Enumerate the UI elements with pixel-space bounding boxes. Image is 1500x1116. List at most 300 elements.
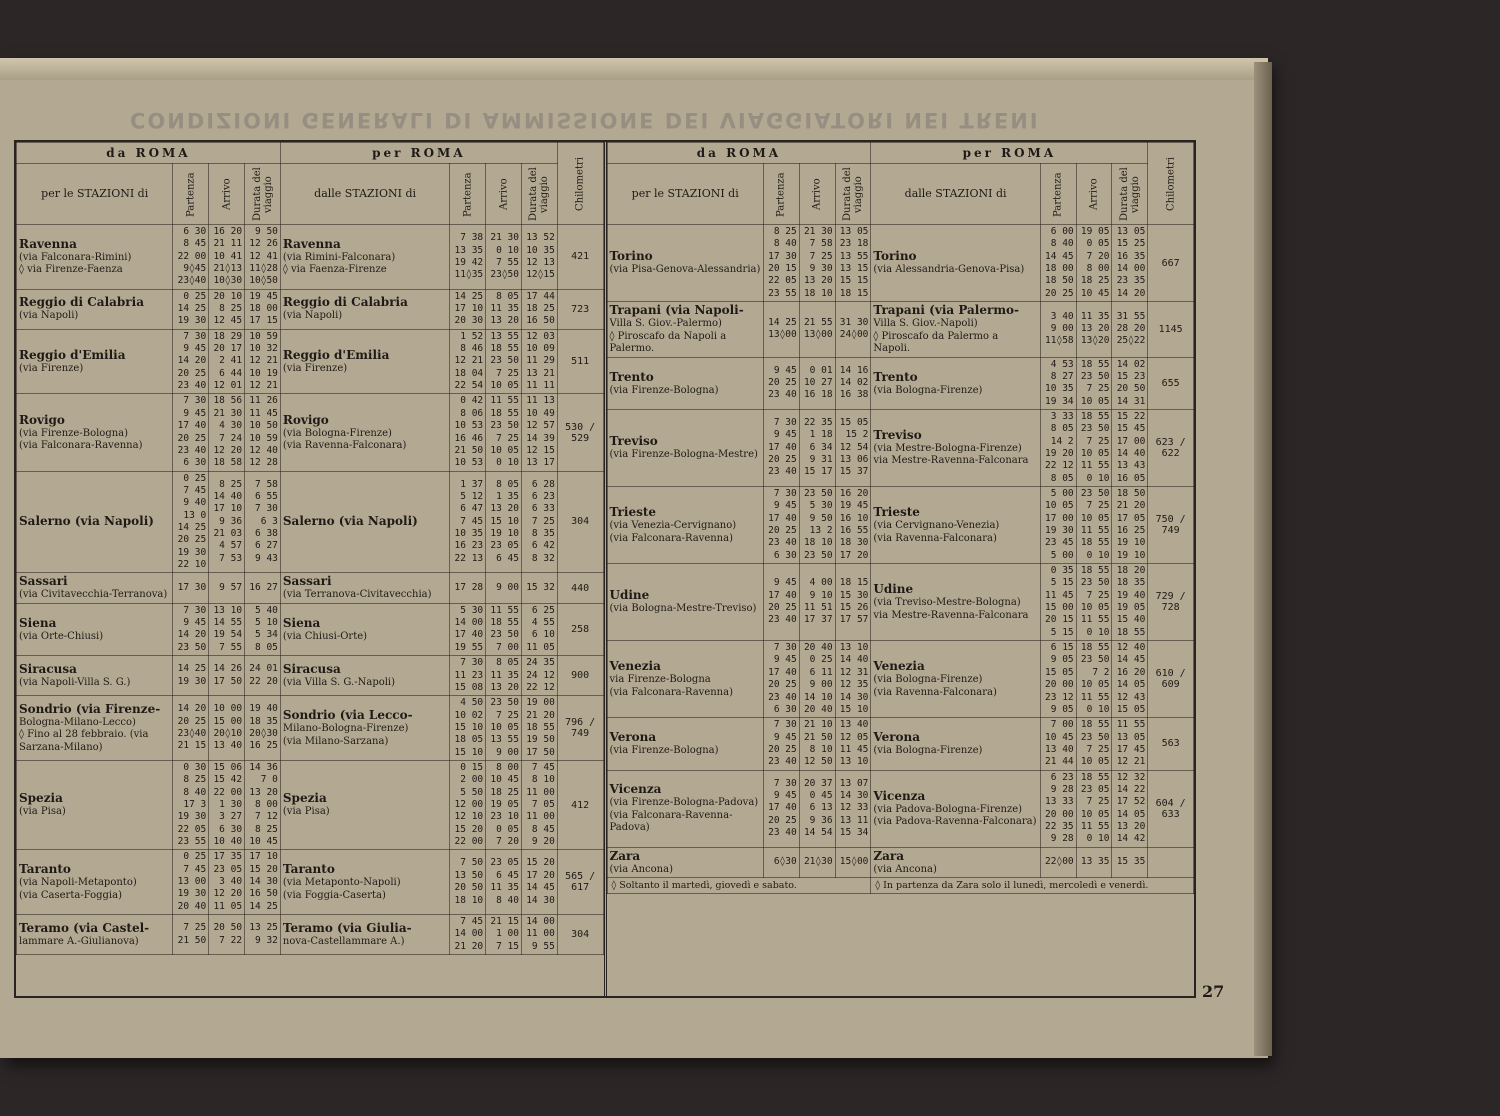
station-route: Bologna-Milano-Lecco) bbox=[19, 716, 136, 728]
return-arrival-times: 18 55 23 50 7 25 10 05 11 55 0 10 bbox=[1076, 564, 1112, 641]
return-duration-times: 14 02 15 23 20 50 14 31 bbox=[1112, 357, 1148, 409]
arrival-times: 18 56 21 30 4 30 7 24 12 20 18 58 bbox=[209, 394, 245, 471]
return-duration-times: 15 35 bbox=[1112, 847, 1148, 878]
distance-km: 623 / 622 bbox=[1148, 409, 1194, 486]
duration-times: 19 40 18 35 20◊30 16 25 bbox=[245, 696, 281, 761]
station-route: via Firenze-Bologna bbox=[609, 674, 711, 686]
station-route-alt: ◊ Piroscafo da Napoli a Palermo. bbox=[609, 330, 727, 355]
table-row bbox=[607, 564, 1194, 641]
station-cell bbox=[17, 656, 173, 696]
station-route: (via Bologna-Mestre-Treviso) bbox=[609, 603, 757, 615]
duration-times: 19 45 18 00 17 15 bbox=[245, 289, 281, 329]
station-name: Taranto bbox=[19, 862, 71, 877]
return-duration-times: 31 55 28 20 25◊22 bbox=[1112, 302, 1148, 358]
return-station-route-alt: ◊ Piroscafo da Palermo a Napoli. bbox=[873, 330, 999, 355]
return-departure-times: 7 30 11 23 15 08 bbox=[450, 656, 486, 696]
return-station-cell bbox=[280, 850, 449, 915]
arrival-times: 9 57 bbox=[209, 573, 245, 604]
duration-times: 9 50 12 26 12 41 11◊28 10◊50 bbox=[245, 225, 281, 290]
return-station-route-alt: (via Ravenna-Falconara) bbox=[282, 440, 407, 451]
return-departure-times: 7 50 13 50 20 50 18 10 bbox=[450, 850, 486, 915]
return-departure-times: 1 37 5 12 6 47 7 45 10 35 16 23 22 13 bbox=[450, 471, 486, 573]
arrival-times: 20 37 0 45 6 13 9 36 14 54 bbox=[799, 770, 835, 847]
departure-times: 7 30 9 45 17 40 20 25 23 40 6 30 bbox=[763, 641, 799, 718]
return-station-route: (via Chiusi-Orte) bbox=[282, 630, 368, 642]
return-arrival-times: 18 55 23 50 7 25 10 05 11 55 0 10 bbox=[1076, 409, 1112, 486]
station-name: Siena bbox=[19, 615, 57, 630]
distance-km: 796 / 749 bbox=[557, 696, 603, 761]
return-departure-times: 6 15 9 05 15 05 20 00 23 12 9 05 bbox=[1040, 641, 1076, 718]
return-station-route: (via Bologna-Firenze) bbox=[873, 674, 983, 686]
departure-times: 7 30 9 45 14 20 20 25 23 40 bbox=[173, 329, 209, 394]
return-duration-times: 19 00 21 20 18 55 19 50 17 50 bbox=[521, 696, 557, 761]
return-departure-times: 22◊00 bbox=[1040, 847, 1076, 878]
arrival-times: 21◊30 bbox=[799, 847, 835, 878]
distance-km: 900 bbox=[557, 656, 603, 696]
return-station-route: Milano-Bologna-Firenze) bbox=[282, 723, 409, 735]
departure-times: 14 20 20 25 23◊40 21 15 bbox=[173, 696, 209, 761]
arrival-times: 8 25 14 40 17 10 9 36 21 03 4 57 7 53 bbox=[209, 471, 245, 573]
station-cell bbox=[17, 394, 173, 471]
table-row bbox=[607, 225, 1194, 302]
duration-times: 13 07 14 30 12 33 13 11 15 34 bbox=[835, 770, 871, 847]
distance-km: 750 / 749 bbox=[1148, 487, 1194, 564]
return-arrival-times: 13 55 18 55 23 50 7 25 10 05 bbox=[486, 329, 522, 394]
table-row bbox=[607, 641, 1194, 718]
return-station-name: Udine bbox=[873, 582, 914, 597]
group-from-rome: da ROMA bbox=[607, 143, 871, 164]
station-name: Spezia bbox=[19, 791, 63, 806]
departure-times: 14 25 13◊00 bbox=[763, 302, 799, 358]
col-departure: Partenza bbox=[763, 164, 799, 225]
station-name: Reggio d'Emilia bbox=[19, 347, 126, 362]
arrival-times: 21 55 13◊00 bbox=[799, 302, 835, 358]
departure-times: 6 30 8 45 22 00 9◊45 23◊40 bbox=[173, 225, 209, 290]
duration-times: 14 36 7 0 13 20 8 00 7 12 8 25 10 45 bbox=[245, 760, 281, 849]
table-row bbox=[17, 915, 604, 955]
arrival-times: 4 00 9 10 11 51 17 37 bbox=[799, 564, 835, 641]
station-name: Udine bbox=[609, 588, 650, 603]
station-cell bbox=[607, 564, 763, 641]
return-station-route: (via Ancona) bbox=[873, 863, 937, 875]
return-arrival-times: 18 55 23 50 7 25 10 05 bbox=[1076, 357, 1112, 409]
return-station-cell bbox=[871, 302, 1040, 358]
station-route: (via Falconara-Rimini) bbox=[19, 251, 132, 263]
return-station-route: (via Napoli) bbox=[282, 310, 343, 322]
station-route: (via Firenze-Bologna) bbox=[19, 427, 129, 439]
return-arrival-times: 21 30 0 10 7 55 23◊50 bbox=[486, 225, 522, 290]
return-station-route-alt: (via Ravenna-Falconara) bbox=[873, 532, 997, 544]
return-arrival-times: 8 05 1 35 13 20 15 10 19 10 23 05 6 45 bbox=[486, 471, 522, 573]
return-arrival-times: 21 15 1 00 7 15 bbox=[486, 915, 522, 955]
return-station-route: (via Bologna-Firenze) bbox=[282, 427, 392, 439]
return-arrival-times: 9 00 bbox=[486, 573, 522, 604]
return-duration-times: 11 55 13 05 17 45 12 21 bbox=[1112, 718, 1148, 770]
return-arrival-times: 8 05 11 35 13 20 bbox=[486, 656, 522, 696]
return-station-cell bbox=[280, 329, 449, 394]
page-top-edge bbox=[0, 58, 1268, 80]
return-station-name: Torino bbox=[873, 249, 917, 264]
station-route: (via Napoli-Villa S. G.) bbox=[19, 676, 131, 688]
table-row bbox=[607, 718, 1194, 770]
return-departure-times: 1 52 8 46 12 21 18 04 22 54 bbox=[450, 329, 486, 394]
distance-km: 655 bbox=[1148, 357, 1194, 409]
station-name: Sassari bbox=[19, 574, 68, 589]
duration-times: 18 15 15 30 15 26 17 57 bbox=[835, 564, 871, 641]
return-arrival-times: 23 50 7 25 10 05 13 55 9 00 bbox=[486, 696, 522, 761]
return-arrival-times: 11 55 18 55 23 50 7 00 bbox=[486, 603, 522, 655]
return-arrival-times: 23 50 7 25 10 05 11 55 18 55 0 10 bbox=[1076, 487, 1112, 564]
return-station-route-alt: via Mestre-Ravenna-Falconara bbox=[873, 609, 1029, 621]
return-station-cell bbox=[871, 357, 1040, 409]
distance-km: 511 bbox=[557, 329, 603, 394]
return-station-cell bbox=[871, 225, 1040, 302]
right-table bbox=[607, 142, 1195, 894]
return-station-route-alt: (via Milano-Sarzana) bbox=[282, 735, 389, 747]
footnote-right: ◊ In partenza da Zara solo il lunedì, mercoledì e venerdì. bbox=[871, 878, 1194, 894]
return-station-name: Sassari bbox=[282, 574, 332, 589]
return-station-cell bbox=[280, 696, 449, 761]
return-station-cell bbox=[871, 409, 1040, 486]
return-departure-times: 7 00 10 45 13 40 21 44 bbox=[1040, 718, 1076, 770]
return-duration-times: 11 13 10 49 12 57 14 39 12 15 13 17 bbox=[521, 394, 557, 471]
col-station-to: per le STAZIONI di bbox=[607, 164, 763, 225]
departure-times: 8 25 8 40 17 30 20 15 22 05 23 55 bbox=[763, 225, 799, 302]
return-departure-times: 3 40 9 00 11◊58 bbox=[1040, 302, 1076, 358]
return-station-cell bbox=[280, 289, 449, 329]
departure-times: 6◊30 bbox=[763, 847, 799, 878]
table-row bbox=[607, 302, 1194, 358]
col-station-from: dalle STAZIONI di bbox=[280, 164, 449, 225]
return-station-route: (via Pisa) bbox=[282, 806, 330, 818]
return-station-name: Verona bbox=[873, 730, 921, 745]
station-cell bbox=[17, 289, 173, 329]
return-station-cell bbox=[871, 718, 1040, 770]
table-row bbox=[17, 573, 604, 604]
duration-times: 13 40 12 05 11 45 13 10 bbox=[835, 718, 871, 770]
departure-times: 0 25 7 45 9 40 13 0 14 25 20 25 19 30 22 10 bbox=[173, 471, 209, 573]
return-departure-times: 7 45 14 00 21 20 bbox=[450, 915, 486, 955]
return-station-route: Villa S. Giov.-Napoli) bbox=[873, 318, 978, 330]
distance-km: 565 / 617 bbox=[557, 850, 603, 915]
return-station-name: Venezia bbox=[873, 659, 925, 674]
return-departure-times: 3 33 8 05 14 2 19 20 22 12 8 05 bbox=[1040, 409, 1076, 486]
station-cell bbox=[17, 696, 173, 761]
return-departure-times: 6 00 8 40 14 45 18 00 18 50 20 25 bbox=[1040, 225, 1076, 302]
return-station-cell bbox=[280, 656, 449, 696]
table-row bbox=[17, 603, 604, 655]
return-duration-times: 14 00 11 00 9 55 bbox=[521, 915, 557, 955]
return-duration-times: 24 35 24 12 22 12 bbox=[521, 656, 557, 696]
return-arrival-times: 23 05 6 45 11 35 8 40 bbox=[486, 850, 522, 915]
return-duration-times: 13 05 15 25 16 35 14 00 23 35 14 20 bbox=[1112, 225, 1148, 302]
return-station-cell bbox=[871, 487, 1040, 564]
arrival-times: 14 26 17 50 bbox=[209, 656, 245, 696]
return-station-name: Teramo (via Giulia- bbox=[282, 920, 412, 935]
return-station-name: Taranto bbox=[282, 862, 335, 877]
departure-times: 17 30 bbox=[173, 573, 209, 604]
station-name: Rovigo bbox=[19, 412, 65, 427]
group-to-rome: per ROMA bbox=[871, 143, 1148, 164]
return-station-route: (via Rimini-Falconara) bbox=[282, 251, 396, 263]
distance-km: 304 bbox=[557, 915, 603, 955]
return-station-name: Treviso bbox=[873, 427, 922, 442]
arrival-times: 10 00 15 00 20◊10 13 40 bbox=[209, 696, 245, 761]
station-cell bbox=[17, 471, 173, 573]
station-cell bbox=[607, 302, 763, 358]
return-arrival-times: 11 35 13 20 13◊20 bbox=[1076, 302, 1112, 358]
duration-times: 24 01 22 20 bbox=[245, 656, 281, 696]
distance-km: 530 / 529 bbox=[557, 394, 603, 471]
col-duration: Durata del viaggio bbox=[835, 164, 871, 225]
arrival-times: 18 29 20 17 2 41 6 44 12 01 bbox=[209, 329, 245, 394]
station-route: (via Napoli) bbox=[19, 310, 79, 322]
departure-times: 7 30 9 45 14 20 23 50 bbox=[173, 603, 209, 655]
station-cell bbox=[17, 760, 173, 849]
return-station-route: (via Terranova-Civitavecchia) bbox=[282, 589, 432, 601]
station-route-alt: (via Falconara-Ravenna-Padova) bbox=[609, 809, 733, 834]
table-row bbox=[17, 760, 604, 849]
departure-times: 7 30 9 45 17 40 20 25 23 40 bbox=[763, 770, 799, 847]
distance-km bbox=[1148, 847, 1194, 878]
return-arrival-times: 18 55 23 50 7 2 10 05 11 55 0 10 bbox=[1076, 641, 1112, 718]
return-arrival-times: 8 00 10 45 18 25 19 05 23 10 0 05 7 20 bbox=[486, 760, 522, 849]
return-station-name: Reggio d'Emilia bbox=[282, 347, 390, 362]
return-station-name: Reggio di Calabria bbox=[282, 295, 408, 310]
arrival-times: 16 20 21 11 10 41 21◊13 10◊30 bbox=[209, 225, 245, 290]
duration-times: 16 20 19 45 16 10 16 55 18 30 17 20 bbox=[835, 487, 871, 564]
arrival-times: 15 06 15 42 22 00 1 30 3 27 6 30 10 40 bbox=[209, 760, 245, 849]
station-name: Verona bbox=[609, 730, 657, 745]
station-cell bbox=[607, 641, 763, 718]
return-station-route: nova-Castellammare A.) bbox=[282, 935, 405, 947]
return-station-name: Salerno (via Napoli) bbox=[282, 514, 418, 529]
col-arrival: Arrivo bbox=[209, 164, 245, 225]
return-station-route-alt: (via Foggia-Caserta) bbox=[282, 889, 386, 901]
return-arrival-times: 18 55 23 05 7 25 10 05 11 55 0 10 bbox=[1076, 770, 1112, 847]
station-cell bbox=[607, 770, 763, 847]
station-route-alt: (via Falconara-Ravenna) bbox=[609, 686, 733, 698]
col-arrival: Arrivo bbox=[1076, 164, 1112, 225]
return-duration-times: 12 03 10 09 11 29 13 21 11 11 bbox=[521, 329, 557, 394]
col-km: Chilometri bbox=[557, 143, 603, 225]
distance-km: 421 bbox=[557, 225, 603, 290]
departure-times: 0 25 7 45 13 00 19 30 20 40 bbox=[173, 850, 209, 915]
departure-times: 14 25 19 30 bbox=[173, 656, 209, 696]
return-station-cell bbox=[280, 915, 449, 955]
duration-times: 16 27 bbox=[245, 573, 281, 604]
table-row bbox=[17, 289, 604, 329]
station-name: Trento bbox=[609, 369, 654, 384]
distance-km: 440 bbox=[557, 573, 603, 604]
return-station-name: Trieste bbox=[873, 505, 920, 520]
return-departure-times: 5 30 14 00 17 40 19 55 bbox=[450, 603, 486, 655]
return-station-name: Zara bbox=[873, 848, 905, 863]
return-station-route: (via Metaponto-Napoli) bbox=[282, 877, 401, 889]
col-departure: Partenza bbox=[450, 164, 486, 225]
station-route: (via Firenze-Bologna) bbox=[609, 384, 719, 396]
station-cell bbox=[607, 225, 763, 302]
distance-km: 563 bbox=[1148, 718, 1194, 770]
duration-times: 17 10 15 20 14 30 16 50 14 25 bbox=[245, 850, 281, 915]
departure-times: 9 45 17 40 20 25 23 40 bbox=[763, 564, 799, 641]
col-duration: Durata del viaggio bbox=[1112, 164, 1148, 225]
station-route: (via Firenze-Bologna-Padova) bbox=[609, 797, 759, 809]
station-route: (via Pisa) bbox=[19, 806, 66, 818]
station-route: (via Napoli-Metaponto) bbox=[19, 877, 137, 889]
station-route: (via Firenze) bbox=[19, 362, 84, 374]
station-route: (via Firenze-Bologna-Mestre) bbox=[609, 449, 758, 461]
col-station-to: per le STAZIONI di bbox=[17, 164, 173, 225]
return-duration-times: 15 22 15 45 17 00 14 40 13 43 16 05 bbox=[1112, 409, 1148, 486]
return-arrival-times: 19 05 0 05 7 20 8 00 18 25 10 45 bbox=[1076, 225, 1112, 302]
arrival-times: 13 10 14 55 19 54 7 55 bbox=[209, 603, 245, 655]
return-station-cell bbox=[871, 847, 1040, 878]
return-station-cell bbox=[280, 573, 449, 604]
duration-times: 14 16 14 02 16 38 bbox=[835, 357, 871, 409]
table-row bbox=[17, 394, 604, 471]
departure-times: 7 30 9 45 17 40 20 25 23 40 6 30 bbox=[173, 394, 209, 471]
group-to-rome: per ROMA bbox=[280, 143, 557, 164]
return-station-name: Trento bbox=[873, 369, 918, 384]
station-route: (via Venezia-Cervignano) bbox=[609, 520, 737, 532]
distance-km: 304 bbox=[557, 471, 603, 573]
col-departure: Partenza bbox=[173, 164, 209, 225]
station-route: lammare A.-Giulianova) bbox=[19, 935, 139, 947]
return-departure-times: 14 25 17 10 20 30 bbox=[450, 289, 486, 329]
arrival-times: 23 50 5 30 9 50 13 2 18 10 23 50 bbox=[799, 487, 835, 564]
station-route: (via Firenze-Bologna) bbox=[609, 745, 719, 757]
duration-times: 15◊00 bbox=[835, 847, 871, 878]
return-station-name: Siracusa bbox=[282, 661, 341, 676]
station-cell bbox=[17, 915, 173, 955]
col-station-from: dalle STAZIONI di bbox=[871, 164, 1040, 225]
timetable bbox=[14, 140, 1196, 998]
station-cell bbox=[607, 409, 763, 486]
col-km: Chilometri bbox=[1148, 143, 1194, 225]
table-row bbox=[17, 225, 604, 290]
return-station-route: (via Padova-Bologna-Firenze) bbox=[873, 803, 1023, 815]
station-route-alt: ◊ Fino al 28 febbraio. (via Sarzana-Milano) bbox=[19, 729, 149, 753]
return-station-name: Spezia bbox=[282, 791, 327, 806]
return-departure-times: 5 00 10 05 17 00 19 30 23 45 5 00 bbox=[1040, 487, 1076, 564]
return-station-name: Vicenza bbox=[873, 788, 926, 803]
station-route-alt: (via Falconara-Ravenna) bbox=[19, 440, 143, 451]
return-station-route: (via Firenze) bbox=[282, 362, 348, 374]
arrival-times: 21 10 21 50 8 10 12 50 bbox=[799, 718, 835, 770]
departure-times: 7 30 9 45 17 40 20 25 23 40 bbox=[763, 409, 799, 486]
station-cell bbox=[17, 225, 173, 290]
arrival-times: 0 01 10 27 16 18 bbox=[799, 357, 835, 409]
return-station-route-alt: via Mestre-Ravenna-Falconara bbox=[873, 455, 1029, 467]
return-station-route: (via Bologna-Firenze) bbox=[873, 745, 983, 757]
table-row bbox=[607, 770, 1194, 847]
station-route: (via Pisa-Genova-Alessandria) bbox=[609, 264, 761, 276]
distance-km: 729 / 728 bbox=[1148, 564, 1194, 641]
distance-km: 723 bbox=[557, 289, 603, 329]
return-duration-times: 17 44 18 25 16 50 bbox=[521, 289, 557, 329]
return-arrival-times: 13 35 bbox=[1076, 847, 1112, 878]
return-arrival-times: 18 55 23 50 7 25 10 05 bbox=[1076, 718, 1112, 770]
arrival-times: 21 30 7 58 7 25 9 30 13 20 18 10 bbox=[799, 225, 835, 302]
return-departure-times: 0 15 2 00 5 50 12 00 12 10 15 20 22 00 bbox=[450, 760, 486, 849]
table-row bbox=[607, 487, 1194, 564]
station-name: Sondrio (via Firenze- bbox=[19, 701, 161, 716]
station-name: Reggio di Calabria bbox=[19, 295, 144, 310]
return-departure-times: 17 28 bbox=[450, 573, 486, 604]
return-duration-times: 13 52 10 35 12 13 12◊15 bbox=[521, 225, 557, 290]
station-cell bbox=[607, 847, 763, 878]
return-duration-times: 12 32 14 22 17 52 14 05 13 20 14 42 bbox=[1112, 770, 1148, 847]
station-cell bbox=[17, 603, 173, 655]
distance-km: 610 / 609 bbox=[1148, 641, 1194, 718]
station-name: Treviso bbox=[609, 434, 658, 449]
return-departure-times: 4 53 8 27 10 35 19 34 bbox=[1040, 357, 1076, 409]
station-cell bbox=[17, 850, 173, 915]
station-cell bbox=[607, 718, 763, 770]
station-name: Zara bbox=[609, 848, 641, 863]
duration-times: 13 10 14 40 12 31 12 35 14 30 15 10 bbox=[835, 641, 871, 718]
duration-times: 7 58 6 55 7 30 6 3 6 38 6 27 9 43 bbox=[245, 471, 281, 573]
return-arrival-times: 8 05 11 35 13 20 bbox=[486, 289, 522, 329]
return-duration-times: 18 50 21 20 17 05 16 25 19 10 19 10 bbox=[1112, 487, 1148, 564]
return-duration-times: 15 20 17 20 14 45 14 30 bbox=[521, 850, 557, 915]
return-departure-times: 7 38 13 35 19 42 11◊35 bbox=[450, 225, 486, 290]
table-row bbox=[607, 847, 1194, 878]
table-row bbox=[17, 696, 604, 761]
station-name: Ravenna bbox=[19, 236, 77, 251]
table-row bbox=[607, 409, 1194, 486]
return-station-name: Siena bbox=[282, 615, 321, 630]
col-arrival: Arrivo bbox=[486, 164, 522, 225]
return-station-route: (via Alessandria-Genova-Pisa) bbox=[873, 264, 1025, 276]
return-station-route-alt: ◊ via Faenza-Firenze bbox=[282, 264, 387, 276]
station-name: Venezia bbox=[609, 659, 661, 674]
station-name: Siracusa bbox=[19, 661, 77, 676]
departure-times: 7 25 21 50 bbox=[173, 915, 209, 955]
return-station-cell bbox=[280, 760, 449, 849]
table-row bbox=[607, 357, 1194, 409]
return-duration-times: 15 32 bbox=[521, 573, 557, 604]
station-route: (via Ancona) bbox=[609, 863, 673, 875]
return-station-cell bbox=[871, 641, 1040, 718]
return-arrival-times: 11 55 18 55 23 50 7 25 10 05 0 10 bbox=[486, 394, 522, 471]
station-route-alt: (via Falconara-Ravenna) bbox=[609, 532, 733, 544]
ghost-header: CONDIZIONI GENERALI DI AMMISSIONE DEI VIAGGIATORI NEI TRENI bbox=[130, 108, 1040, 132]
footnote-left: ◊ Soltanto il martedì, giovedì e sabato. bbox=[607, 878, 871, 894]
return-station-cell bbox=[871, 770, 1040, 847]
distance-km: 604 / 633 bbox=[1148, 770, 1194, 847]
distance-km: 667 bbox=[1148, 225, 1194, 302]
station-route: (via Orte-Chiusi) bbox=[19, 630, 104, 642]
return-departure-times: 0 42 8 06 10 53 16 46 21 50 10 53 bbox=[450, 394, 486, 471]
return-station-cell bbox=[280, 471, 449, 573]
departure-times: 9 45 20 25 23 40 bbox=[763, 357, 799, 409]
station-route-alt: (via Caserta-Foggia) bbox=[19, 889, 122, 901]
arrival-times: 22 35 1 18 6 34 9 31 15 17 bbox=[799, 409, 835, 486]
station-route: Villa S. Giov.-Palermo) bbox=[609, 318, 722, 330]
departure-times: 0 25 14 25 19 30 bbox=[173, 289, 209, 329]
duration-times: 5 40 5 10 5 34 8 05 bbox=[245, 603, 281, 655]
return-station-route: (via Villa S. G.-Napoli) bbox=[282, 676, 396, 688]
return-departure-times: 4 50 10 02 15 10 18 05 15 10 bbox=[450, 696, 486, 761]
table-row bbox=[17, 656, 604, 696]
distance-km: 1145 bbox=[1148, 302, 1194, 358]
col-duration: Durata del viaggio bbox=[245, 164, 281, 225]
return-duration-times: 6 25 4 55 6 10 11 05 bbox=[521, 603, 557, 655]
station-cell bbox=[607, 357, 763, 409]
station-name: Teramo (via Castel- bbox=[19, 920, 150, 935]
